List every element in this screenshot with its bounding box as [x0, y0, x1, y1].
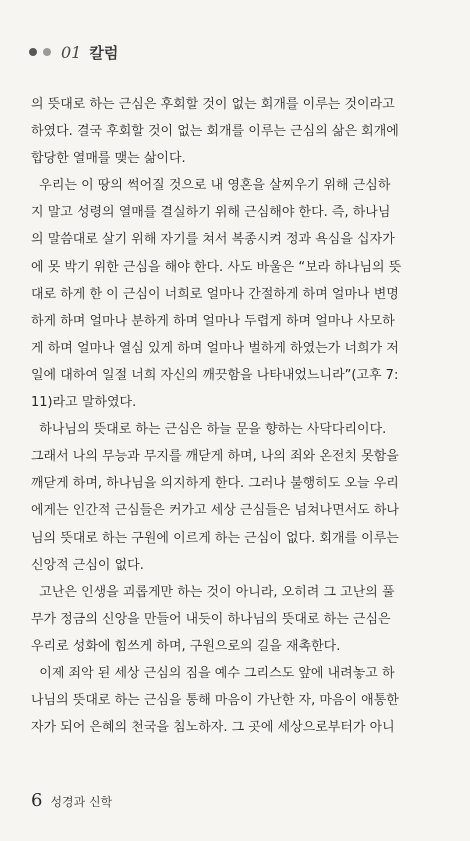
text-line: 의 말씀대로 살기 위해 자기를 쳐서 복종시켜 정과 욕심을 십자가: [31, 232, 395, 248]
chapter-number: 01: [61, 42, 82, 62]
text-line: 게 하며 얼마나 열심 있게 하며 얼마나 벌하게 하였는가 너희가 저: [31, 340, 399, 356]
bullet-dot-icon: [43, 48, 51, 56]
page-number: 6: [31, 790, 43, 811]
text-line: 하였다. 결국 후회할 것이 없는 회개를 이루는 근심의 삶은 회개에: [31, 124, 399, 140]
text-line: 님의 뜻대로 하는 구원에 이르게 하는 근심이 없다. 회개를 이루는: [31, 530, 399, 546]
text-line: 하나님의 뜻대로 하는 근심은 하늘 문을 향하는 사닥다리이다.: [31, 422, 387, 438]
text-line: 일에 대하여 일절 너희 자신의 깨끗함을 나타내었느니라”(고후 7:: [31, 367, 399, 383]
body-text: [31, 91, 444, 741]
chapter-header: [29, 40, 118, 64]
text-line: 하게 하며 얼마나 분하게 하며 얼마나 두렵게 하며 얼마나 사모하: [31, 313, 395, 329]
page-footer: [31, 790, 112, 811]
bullet-dot-icon: [29, 48, 37, 56]
text-line: 나님의 뜻대로 하는 근심을 통해 마음이 가난한 자, 마음이 애통한: [31, 693, 399, 709]
text-line: 에 못 박기 위한 근심을 해야 한다. 사도 바울은 “보라 하나님의 뜻: [31, 259, 402, 275]
text-line: 합당한 열매를 맺는 삶이다.: [31, 151, 186, 167]
text-line: 에게는 인간적 근심들은 커가고 세상 근심들은 넘쳐나면서도 하나: [31, 503, 399, 519]
book-title: 성경과 신학: [50, 795, 113, 809]
text-line: 깨닫게 하며, 하나님을 의지하게 한다. 그러나 불행히도 오늘 우리: [31, 476, 399, 492]
text-line: 무가 정금의 신앙을 만들어 내듯이 하나님의 뜻대로 하는 근심은: [31, 611, 391, 627]
text-line: 자가 되어 은혜의 천국을 침노하자. 그 곳에 세상으로부터가 아니: [31, 720, 395, 736]
text-line: 지 말고 성령의 열매를 결실하기 위해 근심해야 한다. 즉, 하나님: [31, 205, 391, 221]
text-line: 우리로 성화에 힘쓰게 하며, 구원으로의 길을 재촉한다.: [31, 638, 341, 654]
text-line: 신앙적 근심이 없다.: [31, 557, 144, 573]
text-line: 의 뜻대로 하는 근심은 후회할 것이 없는 회개를 이루는 것이라고: [31, 97, 395, 112]
text-line: 고난은 인생을 괴롭게만 하는 것이 아니라, 오히려 그 고난의 풀: [31, 584, 395, 600]
text-line: 그래서 나의 무능과 무지를 깨닫게 하며, 나의 죄와 온전치 못함을: [31, 449, 399, 465]
text-line: 우리는 이 땅의 썩어질 것으로 내 영혼을 살찌우기 위해 근심하: [31, 178, 391, 194]
text-line: 11)라고 말하였다.: [31, 395, 137, 411]
text-line: 이제 죄악 된 세상 근심의 짐을 예수 그리스도 앞에 내려놓고 하: [31, 665, 395, 681]
chapter-title: 칼럼: [89, 43, 119, 62]
text-line: 대로 하게 한 이 근심이 너희로 얼마나 간절하게 하며 얼마나 변명: [31, 286, 399, 302]
